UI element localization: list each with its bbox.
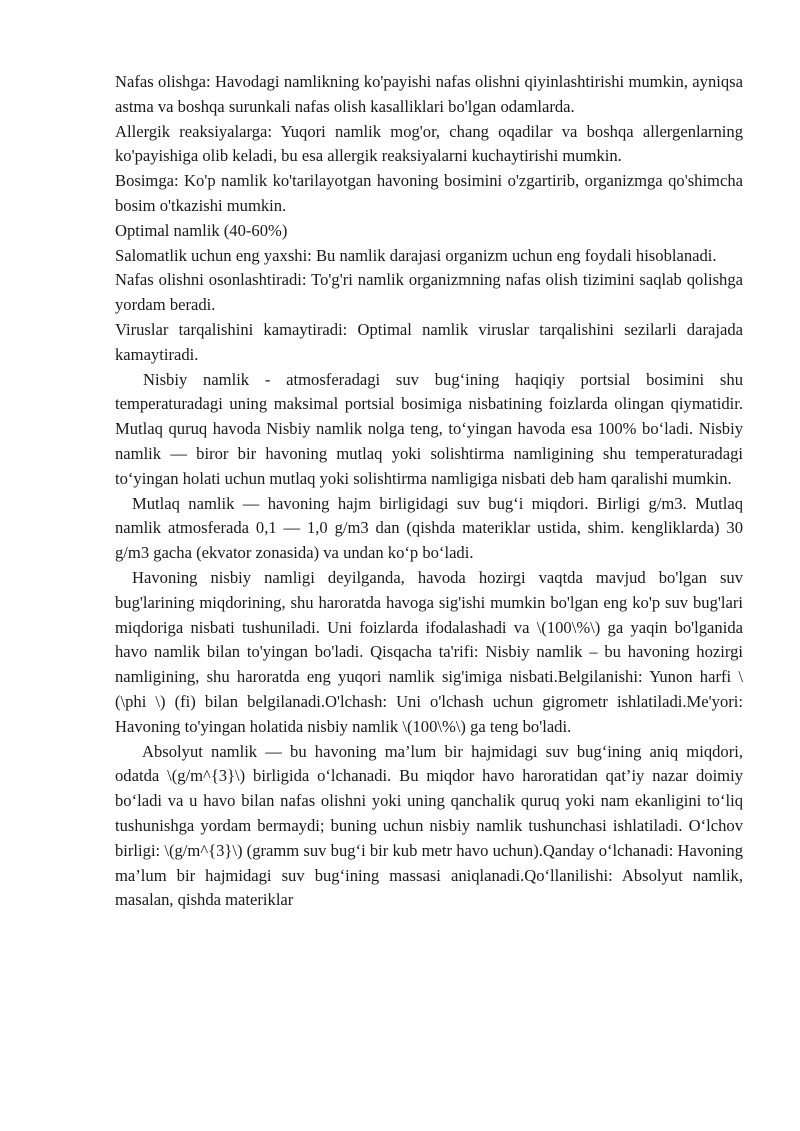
paragraph-eases-breathing: Nafas olishni osonlashtiradi: To'g'ri namlik organizmning nafas olish tizimini saqlab qolishga yordam beradi.: [115, 270, 743, 315]
paragraph-best-for-health: Salomatlik uchun eng yaxshi: Bu namlik darajasi organizm uchun eng foydali hisoblanadi.: [115, 245, 717, 265]
document-body: [115, 70, 743, 913]
paragraph-reduces-viruses: Viruslar tarqalishini kamaytiradi: Optimal namlik viruslar tarqalishini sezilarli darajada kamaytiradi.: [115, 319, 743, 364]
paragraph-absolute-humidity-absolyut: Absolyut namlik — bu havoning ma’lum bir hajmidagi suv bug‘ining aniq miqdori, odatda \(g/m^{3}\) birligida o‘lchanadi. Bu miqdor havo haroratidan qat’iy nazar doimiy bo‘ladi va u havo bilan nafas olishni yoki uning qanchalik quruq yoki nam ekanligini to‘liq tushunishga yordam bermaydi; buning uchun nisbiy namlik tushunchasi ishlatiladi. O‘lchov birligi: \(g/m^{3}\) (gramm suv bug‘i bir kub metr havo uchun).Qanday o‘lchanadi: Havoning ma’lum bir hajmidagi suv bug‘ining massasi aniqlanadi.Qo‘llanilishi: Absolyut namlik, masalan, qishda materiklar: [115, 741, 743, 910]
paragraph-allergic-reactions: Allergik reaksiyalarga: Yuqori namlik mog'or, chang oqadilar va boshqa allergenlarning ko'payishiga olib keladi, bu esa allergik reaksiyalarni kuchaytirishi mumkin.: [115, 121, 743, 166]
paragraph-breathing: Nafas olishga: Havodagi namlikning ko'payishi nafas olishni qiyinlashtirishi mumkin, ayniqsa astma va boshqa surunkali nafas olish kasalliklari bo'lgan odamlarda.: [115, 72, 743, 116]
paragraph-absolute-humidity-mutlaq: Mutlaq namlik — havoning hajm birligidagi suv bug‘i miqdori. Birligi g/m3. Mutlaq namlik atmosferada 0,1 — 1,0 g/m3 dan (qishda materiklar ustida, shim. kengliklarda) 30 g/m3 gacha (ekvator zonasida) va undan ko‘p bo‘ladi.: [115, 493, 743, 563]
paragraph-pressure: Bosimga: Ko'p namlik ko'tarilayotgan havoning bosimini o'zgartirib, organizmga qo'shimcha bosim o'tkazishi mumkin.: [115, 171, 743, 215]
paragraph-relative-humidity-explanation: Havoning nisbiy namligi deyilganda, havoda hozirgi vaqtda mavjud bo'lgan suv bug'larining miqdorining, shu haroratda havoga sig'ishi mumkin bo'lgan eng ko'p suv bug'lari miqdoriga nisbati tushuniladi. Uni foizlarda ifodalashadi va \(100\%\) ga yaqin bo'lganida havo namlik bilan to'yingan bo'ladi. Qisqacha ta'rifi: Nisbiy namlik – bu havoning hozirgi namligining, shu haroratda eng yuqori namlik sig'imiga nisbati.Belgilanishi: Yunon harfi \(\phi \) (fi) bilan belgilanadi.O'lchash: Uni o'lchash uchun gigrometr ishlatiladi.Me'yori: Havoning to'yingan holatida nisbiy namlik \(100\%\) ga teng bo'ladi.: [115, 567, 743, 736]
paragraph-relative-humidity-definition: Nisbiy namlik - atmosferadagi suv bug‘ining haqiqiy portsial bosimini shu temperaturadagi uning maksimal portsial bosimiga nisbatining foizlarda olingan qiymatidir. Mutlaq quruq havoda Nisbiy namlik nolga teng, to‘yingan havoda esa 100% bo‘ladi. Nisbiy namlik — biror bir havoning mutlaq yoki solishtirma namligining shu temperaturadagi to‘yingan holati uchun mutlaq yoki solishtirma namligiga nisbati deb ham qaralishi mumkin.: [115, 369, 743, 488]
paragraph-optimal-humidity-heading: Optimal namlik (40-60%): [115, 220, 288, 240]
